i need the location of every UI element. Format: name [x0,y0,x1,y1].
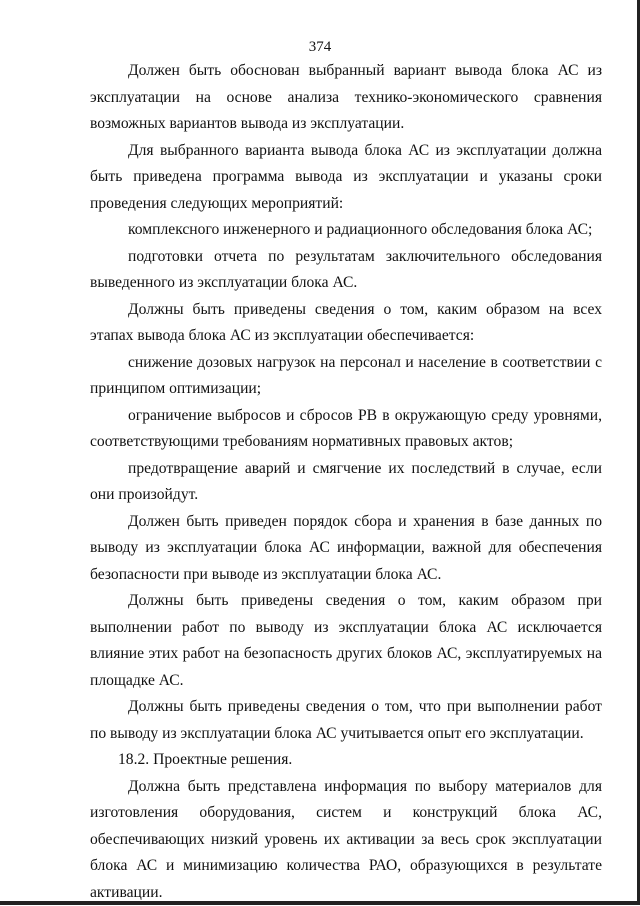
paragraph: Должны быть приведены сведения о том, каким образом при выполнении работ по выводу из эксплуатации блока АС исключается влияние этих работ на безопасность других блоков АС, эксплуатируемых на площадке АС. [90,588,602,694]
paragraph: Должны быть приведены сведения о том, каким образом на всех этапах вывода блока АС из эксплуатации обеспечивается: [90,297,602,350]
list-item: подготовки отчета по результатам заключительного обследования выведенного из эксплуатации блока АС. [90,244,602,297]
paragraph: Должен быть приведен порядок сбора и хранения в базе данных по выводу из эксплуатации блока АС информации, важной для обеспечения безопасности при выводе из эксплуатации блока АС. [90,509,602,589]
list-item: комплексного инженерного и радиационного обследования блока АС; [90,217,602,244]
paragraph: Должен быть обоснован выбранный вариант вывода блока АС из эксплуатации на основе анализа технико-экономического сравнения возможных вариантов вывода из эксплуатации. [90,58,602,138]
list-item: предотвращение аварий и смягчение их последствий в случае, если они произойдут. [90,456,602,509]
section-heading: 18.2. Проектные решения. [90,747,602,774]
scan-edge-bottom [0,901,640,905]
paragraph: Для выбранного варианта вывода блока АС из эксплуатации должна быть приведена программа вывода из эксплуатации и указаны сроки проведения следующих мероприятий: [90,138,602,218]
document-body [90,58,602,906]
list-item: ограничение выбросов и сбросов РВ в окружающую среду уровнями, соответствующими требованиям нормативных правовых актов; [90,403,602,456]
paragraph: Должны быть приведены сведения о том, что при выполнении работ по выводу из эксплуатации блока АС учитывается опыт его эксплуатации. [90,694,602,747]
list-item: снижение дозовых нагрузок на персонал и население в соответствии с принципом оптимизации; [90,350,602,403]
paragraph: Должна быть представлена информация по выбору материалов для изготовления оборудования, систем и конструкций блока АС, обеспечивающих низкий уровень их активации за весь срок эксплуатации блока АС и минимизацию количества РАО, образующихся в результате активации. [90,774,602,906]
page-number: 374 [0,38,640,56]
